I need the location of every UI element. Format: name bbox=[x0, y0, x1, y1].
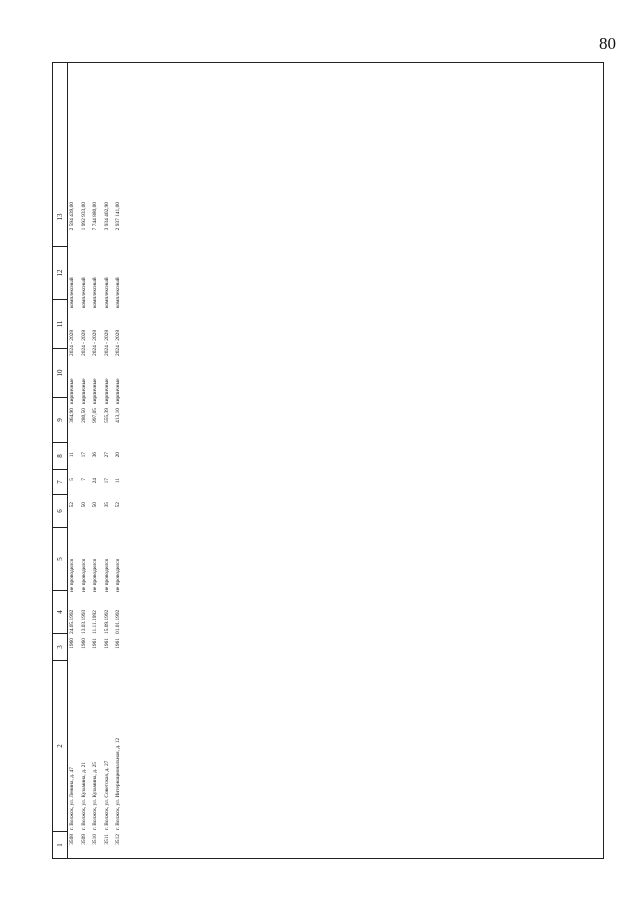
table-cell-col-3: 1961 bbox=[115, 638, 121, 649]
table-cell-col-4: 24.05.1992 bbox=[69, 609, 75, 634]
table-cell-col-8: 36 bbox=[92, 452, 98, 458]
table-cell-col-12: комплексный bbox=[69, 277, 75, 308]
header-cell-col-8: 8 bbox=[53, 442, 67, 469]
table-cell-col-4: 11.11.1992 bbox=[92, 610, 98, 634]
table-cell-col-13: 7 744 880,00 bbox=[92, 202, 98, 231]
table-cell-col-1: 3512 bbox=[115, 834, 121, 845]
table-cell-col-6: 50 bbox=[80, 502, 87, 508]
table-cell-col-13: 3 934 402,90 bbox=[103, 202, 110, 231]
table-cell-col-3: 1961 bbox=[103, 638, 110, 649]
data-table bbox=[52, 62, 604, 859]
table-cell-col-1: 3511 bbox=[103, 834, 110, 845]
table-cell-col-10: кирпичные bbox=[115, 378, 121, 404]
table-cell-col-12: комплексный bbox=[92, 277, 98, 308]
table-cell-col-7: 7 bbox=[80, 478, 87, 481]
table-row bbox=[79, 63, 91, 858]
table-cell-col-9: 364,90 bbox=[69, 408, 75, 423]
table-cell-col-2: г. Волжск, ул. Ленина, д. 47 bbox=[69, 767, 75, 830]
header-cell-col-6: 6 bbox=[53, 494, 67, 527]
table-cell-col-7: 17 bbox=[103, 478, 110, 484]
table-cell-col-2: г. Волжск, ул. Советская, д. 27 bbox=[103, 760, 110, 830]
header-cell-col-1: 1 bbox=[53, 831, 67, 858]
table-cell-col-12: комплексный bbox=[115, 277, 121, 308]
header-cell-col-9: 9 bbox=[53, 397, 67, 442]
table-cell-col-8: 20 bbox=[115, 452, 121, 458]
table-cell-col-9: 997,05 bbox=[92, 408, 98, 423]
table-cell-col-6: 52 bbox=[69, 502, 75, 508]
table-cell-col-3: 1960 bbox=[80, 638, 87, 649]
header-cell-col-7: 7 bbox=[53, 469, 67, 494]
table-cell-col-9: 413,10 bbox=[115, 408, 121, 423]
table-cell-col-13: 1 992 933,00 bbox=[80, 202, 87, 231]
table-cell-col-5: не проводился bbox=[69, 558, 75, 592]
table-cell-col-2: г. Волжск, ул. Кузьмина, д. 21 bbox=[80, 762, 87, 830]
table-cell-col-10: кирпичные bbox=[103, 378, 110, 404]
table-cell-col-5: не проводился bbox=[115, 558, 121, 592]
table-cell-col-1: 3510 bbox=[92, 834, 98, 845]
table-row bbox=[113, 63, 125, 858]
page-number: 80 bbox=[599, 34, 616, 53]
header-cell-col-2: 2 bbox=[53, 660, 67, 831]
table-cell-col-10: кирпичные bbox=[80, 378, 87, 404]
table-cell-col-11: 2024 - 2028 bbox=[69, 329, 75, 356]
table-body bbox=[67, 63, 125, 858]
table-header-row bbox=[53, 63, 68, 858]
table-cell-col-11: 2024 - 2028 bbox=[80, 329, 87, 356]
table-cell-col-7: 11 bbox=[115, 478, 121, 484]
table-cell-col-9: 555,39 bbox=[103, 408, 110, 423]
header-cell-col-4: 4 bbox=[53, 590, 67, 633]
table-area bbox=[52, 62, 604, 859]
header-cell-col-10: 10 bbox=[53, 348, 67, 397]
header-cell-col-5: 5 bbox=[53, 527, 67, 590]
table-cell-col-6: 35 bbox=[103, 502, 110, 508]
table-cell-col-5: не проводился bbox=[80, 558, 87, 592]
table-cell-col-6: 50 bbox=[92, 502, 98, 508]
table-cell-col-8: 27 bbox=[103, 452, 110, 458]
table-cell-col-8: 17 bbox=[80, 452, 87, 458]
table-cell-col-3: 1960 bbox=[69, 638, 75, 649]
table-cell-col-10: кирпичные bbox=[69, 378, 75, 404]
header-cell-col-11: 11 bbox=[53, 299, 67, 348]
table-cell-col-7: 5 bbox=[69, 478, 75, 481]
table-cell-col-11: 2024 - 2028 bbox=[115, 329, 121, 356]
table-cell-col-4: 01.01.1992 bbox=[115, 609, 121, 634]
header-cell-col-13: 13 bbox=[56, 213, 64, 221]
table-cell-col-3: 1961 bbox=[92, 638, 98, 649]
table-cell-col-1: 3509 bbox=[80, 834, 87, 845]
table-cell-col-1: 3508 bbox=[69, 834, 75, 845]
table-cell-col-7: 24 bbox=[92, 478, 98, 484]
table-cell-col-8: 11 bbox=[69, 452, 75, 458]
table-cell-col-9: 280,50 bbox=[80, 408, 87, 423]
table-row bbox=[90, 63, 102, 858]
table-cell-col-13: 2 937 141,00 bbox=[115, 202, 121, 231]
table-cell-col-11: 2024 - 2028 bbox=[103, 329, 110, 356]
table-cell-col-13: 2 594 439,00 bbox=[69, 202, 75, 231]
table-cell-col-4: 13.03.1993 bbox=[80, 609, 87, 634]
table-cell-col-5: не проводился bbox=[103, 558, 110, 592]
table-row bbox=[102, 63, 114, 858]
table-cell-col-10: кирпичные bbox=[92, 378, 98, 404]
header-cell-col-12: 12 bbox=[53, 246, 67, 299]
header-cell-col-3: 3 bbox=[53, 633, 67, 660]
table-cell-col-2: г. Волжск, ул. Кузьмина, д. 25 bbox=[92, 762, 98, 830]
table-cell-col-6: 52 bbox=[115, 502, 121, 508]
table-cell-col-4: 15.09.1992 bbox=[103, 609, 110, 634]
table-cell-col-12: комплексный bbox=[103, 277, 110, 308]
table-cell-col-2: г. Волжск, ул. Интернациональная, д. 12 bbox=[115, 737, 121, 830]
table-cell-col-12: комплексный bbox=[80, 277, 87, 308]
table-cell-col-5: не проводился bbox=[92, 558, 98, 592]
table-cell-col-11: 2024 - 2028 bbox=[92, 329, 98, 356]
table-row bbox=[67, 63, 79, 858]
